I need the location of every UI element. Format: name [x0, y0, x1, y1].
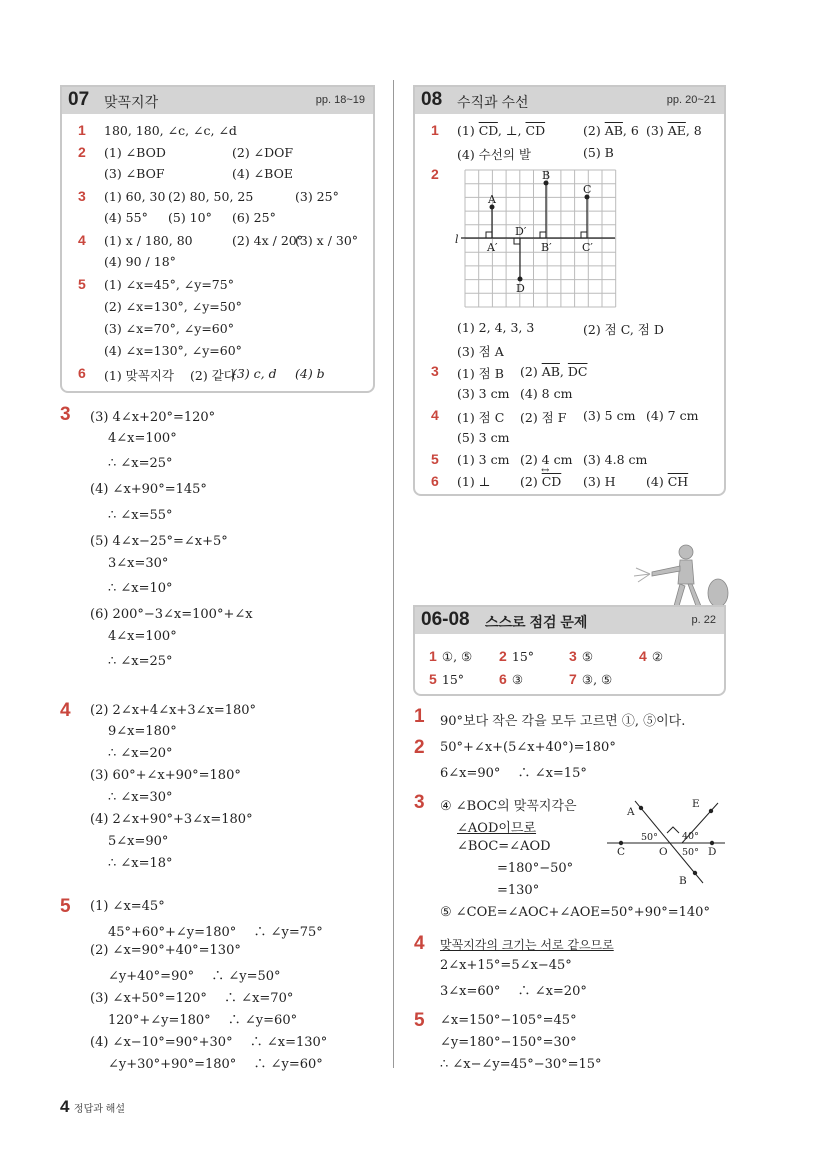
answer: (3) ∠x=70°, ∠y=60°	[104, 321, 234, 336]
line: (4) ∠x−10°=90°+30° ∴ ∠x=130°	[90, 1035, 328, 1050]
check-answer: 1 ①, ⑤	[429, 648, 473, 664]
line: 3∠x=60° ∴ ∠x=20°	[440, 984, 587, 999]
check-answer: 7 ③, ⑤	[569, 671, 613, 687]
answer: (3) 5 cm	[583, 408, 636, 423]
answer: (2) $\overline{AB}$, $\overline{DC}$	[520, 364, 588, 379]
answer: (2) 80, 50, 25	[168, 189, 254, 204]
answer: (2) $\overline{CD}$ ↔	[520, 465, 562, 489]
q-number: 5	[414, 1010, 425, 1031]
self-check-header	[415, 607, 724, 634]
answer: (4) 55°	[104, 210, 148, 225]
answer: (5) 3 cm	[457, 430, 510, 445]
answer: (2) 4 cm	[520, 452, 573, 467]
line: (6) 200°−3∠x=100°+∠x	[90, 607, 253, 622]
line: (3) ∠x+50°=120° ∴ ∠x=70°	[90, 991, 294, 1006]
answer: (2) 4x / 20°	[232, 233, 303, 248]
answer: (3) H	[583, 474, 616, 489]
q-number: 5	[60, 896, 71, 917]
section-title: 스스로 점검 문제	[485, 614, 588, 630]
point-label: A	[488, 193, 496, 206]
line: 3∠x=30°	[108, 556, 169, 571]
answer: (1) $\overline{CD}$, ⊥, $\overline{CD}$	[457, 123, 546, 138]
page-ref: pp. 18~19	[315, 94, 365, 106]
q-number: 3	[414, 792, 425, 813]
q-number: 3	[431, 363, 439, 379]
line: 9∠x=180°	[108, 724, 177, 739]
line: ∴ ∠x=18°	[108, 856, 173, 871]
answer: (2) $\overline{AB}$, 6	[583, 123, 639, 138]
q-number: 5	[431, 451, 439, 467]
line: (4) 2∠x+90°+3∠x=180°	[90, 812, 253, 827]
check-answer: 4 ②	[639, 648, 664, 664]
footer-label: 정답과 해설	[73, 1104, 126, 1115]
q-number: 5	[78, 276, 86, 292]
answer: (4) ∠x=130°, ∠y=60°	[104, 343, 242, 358]
answer: (4) 수선의 발	[457, 147, 531, 162]
answer: (1) ⊥	[457, 474, 491, 489]
answer: (1) 맞꼭지각	[104, 368, 174, 383]
check-answer: 2 15°	[499, 648, 535, 664]
line: ④ ∠BOC의 맞꼭지각은	[440, 799, 577, 814]
line: ∠BOC=∠AOD	[457, 839, 551, 854]
line: (1) ∠x=45°	[90, 899, 165, 914]
answer: (1) 3 cm	[457, 452, 510, 467]
angle-figure	[605, 795, 727, 890]
line: 4∠x=100°	[108, 629, 177, 644]
answer: (4) b	[295, 366, 325, 381]
section-title: 맞꼭지각	[104, 94, 159, 110]
line: ⑤ ∠COE=∠AOC+∠AOE=50°+90°=140°	[440, 905, 710, 920]
answer: (1) ∠x=45°, ∠y=75°	[104, 277, 234, 292]
answer: (2) 점 C, 점 D	[583, 322, 664, 337]
q-number: 4	[414, 933, 425, 954]
section-08-header	[415, 87, 724, 114]
line: 2∠x+15°=5∠x−45°	[440, 958, 572, 973]
answer: (6) 25°	[232, 210, 276, 225]
answer: (1) 점 C	[457, 410, 505, 425]
answer: (5) B	[583, 145, 614, 160]
line-arrow-icon: ↔	[541, 465, 550, 476]
line: ∠y+40°=90° ∴ ∠y=50°	[108, 969, 281, 984]
q-number: 3	[60, 404, 71, 425]
answer: (2) 같다	[190, 368, 236, 383]
line: =130°	[497, 883, 540, 898]
answer: (3) 점 A	[457, 344, 504, 359]
line: (3) 4∠x+20°=120°	[90, 410, 216, 425]
section-title: 수직과 수선	[457, 94, 529, 110]
line: (5) 4∠x−25°=∠x+5°	[90, 534, 228, 549]
point-label: B	[542, 169, 551, 182]
q-number: 2	[414, 737, 425, 758]
line: 50°+∠x+(5∠x+40°)=180°	[440, 740, 616, 755]
answer: (1) 2, 4, 3, 3	[457, 320, 535, 335]
answer: (5) 10°	[168, 210, 212, 225]
answer: (3) c, d	[232, 366, 277, 381]
line: =180°−50°	[497, 861, 574, 876]
line: 6∠x=90° ∴ ∠x=15°	[440, 766, 587, 781]
section-07-header	[62, 87, 373, 114]
angle-label: 50°	[641, 832, 658, 843]
page-number: 4	[60, 1097, 70, 1116]
page-footer	[60, 1097, 125, 1117]
answer: (4) 90 / 18°	[104, 254, 176, 269]
q-number: 3	[78, 188, 86, 204]
section-07-box	[60, 85, 375, 393]
point-label: A	[627, 806, 635, 818]
answer: (1) x / 180, 80	[104, 233, 193, 248]
line: ∴ ∠x=25°	[108, 654, 173, 669]
line: ∴ ∠x=30°	[108, 790, 173, 805]
column-divider	[393, 80, 394, 1068]
answer: (4) 8 cm	[520, 386, 573, 401]
line: ∴ ∠x−∠y=45°−30°=15°	[440, 1057, 602, 1072]
line: (3) 60°+∠x+90°=180°	[90, 768, 241, 783]
point-label: C′	[582, 241, 593, 254]
self-check-box	[413, 605, 726, 696]
line: 45°+60°+∠y=180° ∴ ∠y=75°	[108, 925, 323, 940]
line-label: l	[455, 233, 459, 246]
answer: (2) 점 F	[520, 410, 567, 425]
section-number: 06-08	[421, 609, 470, 630]
point-label: B	[679, 875, 687, 887]
page-ref: p. 22	[691, 614, 716, 626]
point-label: D	[708, 846, 717, 858]
line: ∠y=180°−150°=30°	[440, 1035, 577, 1050]
line: ∠x=150°−105°=45°	[440, 1013, 577, 1028]
answer: (4) $\overline{CH}$	[646, 474, 689, 489]
answer: (3) 4.8 cm	[583, 452, 648, 467]
page-ref: pp. 20~21	[666, 94, 716, 106]
line: 120°+∠y=180° ∴ ∠y=60°	[108, 1013, 298, 1028]
line: 5∠x=90°	[108, 834, 169, 849]
answer: (1) 60, 30	[104, 189, 166, 204]
point-label: A′	[487, 241, 498, 254]
section-number: 08	[421, 89, 443, 110]
q-number: 6	[78, 365, 86, 381]
answer: (4) 7 cm	[646, 408, 699, 423]
answer: (3) ∠BOF	[104, 166, 165, 181]
point-label: D	[516, 282, 525, 295]
line: ∴ ∠x=55°	[108, 508, 173, 523]
answer: 180, 180, ∠c, ∠c, ∠d	[104, 123, 237, 138]
answer: (2) ∠x=130°, ∠y=50°	[104, 299, 242, 314]
q-number: 4	[431, 407, 439, 423]
point-label: O	[659, 846, 668, 858]
point-label: B′	[541, 241, 552, 254]
character-illustration	[630, 538, 730, 610]
check-answer: 6 ③	[499, 671, 524, 687]
point-label: C	[617, 846, 626, 858]
line: ∠y+30°+90°=180° ∴ ∠y=60°	[108, 1057, 323, 1072]
point-label: E	[692, 798, 700, 810]
line: ∠AOD이므로	[457, 821, 537, 836]
answer: (3) $\overline{AE}$, 8	[646, 123, 702, 138]
q-number: 4	[78, 232, 86, 248]
line: (2) 2∠x+4∠x+3∠x=180°	[90, 703, 257, 718]
line: 4∠x=100°	[108, 431, 177, 446]
line: 맞꼭지각의 크기는 서로 같으므로	[440, 938, 614, 952]
line: ∴ ∠x=25°	[108, 456, 173, 471]
section-08-box	[413, 85, 726, 496]
q-number: 2	[431, 166, 439, 182]
angle-label: 50°	[682, 847, 699, 858]
check-answer: 3 ⑤	[569, 648, 594, 664]
answer: (3) 25°	[295, 189, 339, 204]
section-number: 07	[68, 89, 90, 110]
q-number: 1	[78, 122, 86, 138]
answer: (3) 3 cm	[457, 386, 510, 401]
answer: (1) 점 B	[457, 366, 504, 381]
line: (2) ∠x=90°+40°=130°	[90, 943, 241, 958]
line: (4) ∠x+90°=145°	[90, 482, 207, 497]
q-number: 4	[60, 700, 71, 721]
answer: (4) ∠BOE	[232, 166, 293, 181]
line: ∴ ∠x=10°	[108, 581, 173, 596]
angle-label: 40°	[682, 831, 699, 842]
answer: (2) ∠DOF	[232, 145, 294, 160]
answer: (1) ∠BOD	[104, 145, 166, 160]
q-number: 1	[414, 706, 425, 727]
check-answer: 5 15°	[429, 671, 465, 687]
q-number: 6	[431, 473, 439, 489]
line: 90°보다 작은 각을 모두 고르면 ①, ⑤이다.	[440, 714, 686, 729]
point-label: D′	[515, 225, 527, 238]
line: ∴ ∠x=20°	[108, 746, 173, 761]
q-number: 2	[78, 144, 86, 160]
perpendicular-grid-figure	[453, 167, 618, 312]
answer: (3) x / 30°	[295, 233, 359, 248]
point-label: C	[583, 183, 592, 196]
q-number: 1	[431, 122, 439, 138]
